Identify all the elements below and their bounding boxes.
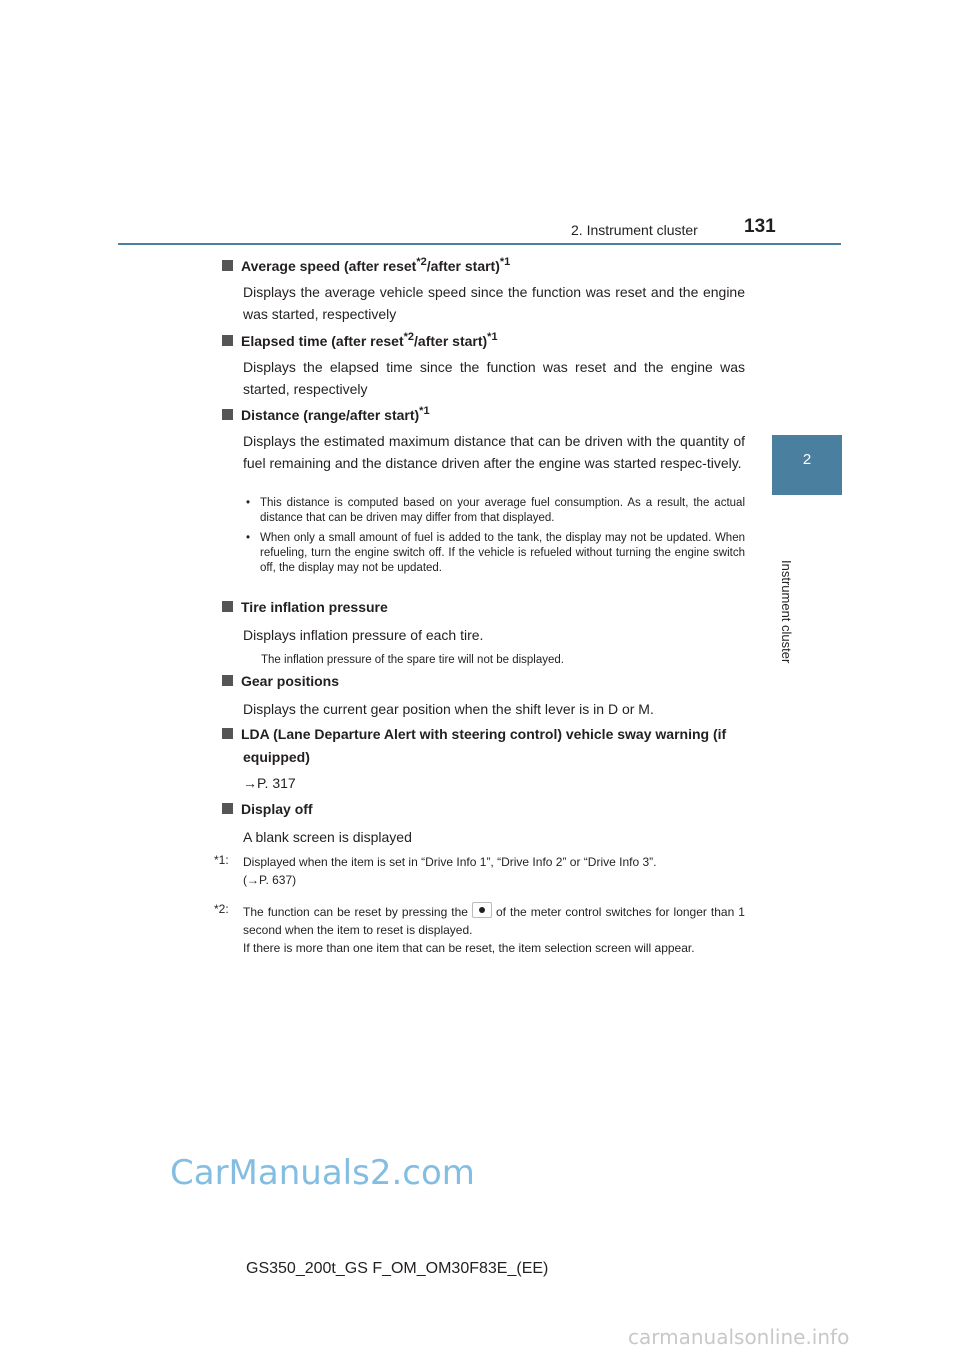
item-heading-lda <box>222 726 726 742</box>
item-heading-gear-positions <box>222 673 339 689</box>
note-item <box>246 531 745 576</box>
item-heading-lda-cont: equipped) <box>243 749 310 765</box>
item-body: Displays the average vehicle speed since the function was reset and the engine was started, respectively <box>243 284 745 322</box>
item-body: A blank screen is displayed <box>243 829 412 845</box>
note-text: When only a small amount of fuel is added to the tank, the display may not be updated. When refueling, turn the engine switch off. If the vehicle is refueled without turning the engine switch off, the display may not be updated. <box>260 532 745 574</box>
item-heading-tire-pressure <box>222 599 388 615</box>
document-code: GS350_200t_GS F_OM_OM30F83E_(EE) <box>246 1260 549 1277</box>
heading-text: Distance (range/after start) <box>241 407 420 423</box>
heading-text: Display off <box>241 801 313 817</box>
heading-text: /after start) <box>414 333 488 349</box>
item-body: Displays the elapsed time since the function was reset and the engine was started, respectively <box>243 359 745 397</box>
square-bullet-icon <box>222 260 233 271</box>
chapter-number: 2 <box>802 451 812 468</box>
meter-switch-dot-icon <box>472 902 492 918</box>
square-bullet-icon <box>222 601 233 612</box>
footnote-line: If there is more than one item that can be reset, the item selection screen will appear. <box>243 941 695 955</box>
footnote-line: of the meter control switches for longer than 1 second when the item to reset is displayed. <box>243 905 745 937</box>
item-body: Displays the current gear position when the shift lever is in D or M. <box>243 701 654 717</box>
heading-text: LDA (Lane Departure Alert with steering control) vehicle sway warning (if <box>241 726 727 742</box>
footnote-mark: *2: <box>214 902 229 916</box>
watermark-logo: CarManuals2.com <box>170 1153 475 1193</box>
note-item <box>246 496 745 526</box>
footnote-mark: *1: <box>214 853 229 867</box>
square-bullet-icon <box>222 409 233 420</box>
page-reference-link[interactable]: →P. 317 <box>243 775 296 791</box>
watermark-text: carmanualsonline.info <box>628 1325 850 1349</box>
footnote-ref: *1 <box>499 256 511 268</box>
page-number: 131 <box>744 216 776 237</box>
item-heading-elapsed-time <box>222 331 498 349</box>
square-bullet-icon <box>222 675 233 686</box>
item-body: Displays the estimated maximum distance that can be driven with the quantity of fuel remaining and the distance driven after the engine was started respec-tively. <box>243 433 745 471</box>
note-text: This distance is computed based on your average fuel consumption. As a result, the actual distance that can be driven may differ from that displayed. <box>260 497 745 524</box>
dot-bullet-icon: • <box>246 532 251 544</box>
footnote-ref: *2 <box>416 256 427 268</box>
chapter-tab <box>772 435 842 495</box>
footnote-line: The function can be reset by pressing the <box>243 905 468 919</box>
heading-text: Tire inflation pressure <box>241 599 388 615</box>
heading-text: Gear positions <box>241 673 340 689</box>
footnote-text <box>243 853 745 889</box>
item-body: Displays inflation pressure of each tire. <box>243 627 484 643</box>
tire-note: The inflation pressure of the spare tire will not be displayed. <box>261 654 564 666</box>
footnote-page-ref[interactable]: (→P. 637) <box>243 873 297 887</box>
item-heading-display-off <box>222 801 313 817</box>
footnote-ref: *1 <box>419 405 430 417</box>
item-heading-average-speed <box>222 256 510 274</box>
footnote-text <box>243 902 745 957</box>
heading-text: Average speed (after reset <box>241 258 417 274</box>
footnote-ref: *1 <box>487 331 498 343</box>
square-bullet-icon <box>222 803 233 814</box>
square-bullet-icon <box>222 335 233 346</box>
square-bullet-icon <box>222 728 233 739</box>
footnote-line: Displayed when the item is set in “Drive Info 1”, “Drive Info 2” or “Drive Info 3”. <box>243 855 657 869</box>
dot-bullet-icon: • <box>246 497 251 509</box>
heading-text: /after start) <box>426 258 500 274</box>
item-heading-distance <box>222 405 430 423</box>
heading-text: Elapsed time (after reset <box>241 333 404 349</box>
section-title: 2. Instrument cluster <box>571 222 698 238</box>
header-rule <box>118 243 841 245</box>
footnote-ref: *2 <box>403 331 415 343</box>
